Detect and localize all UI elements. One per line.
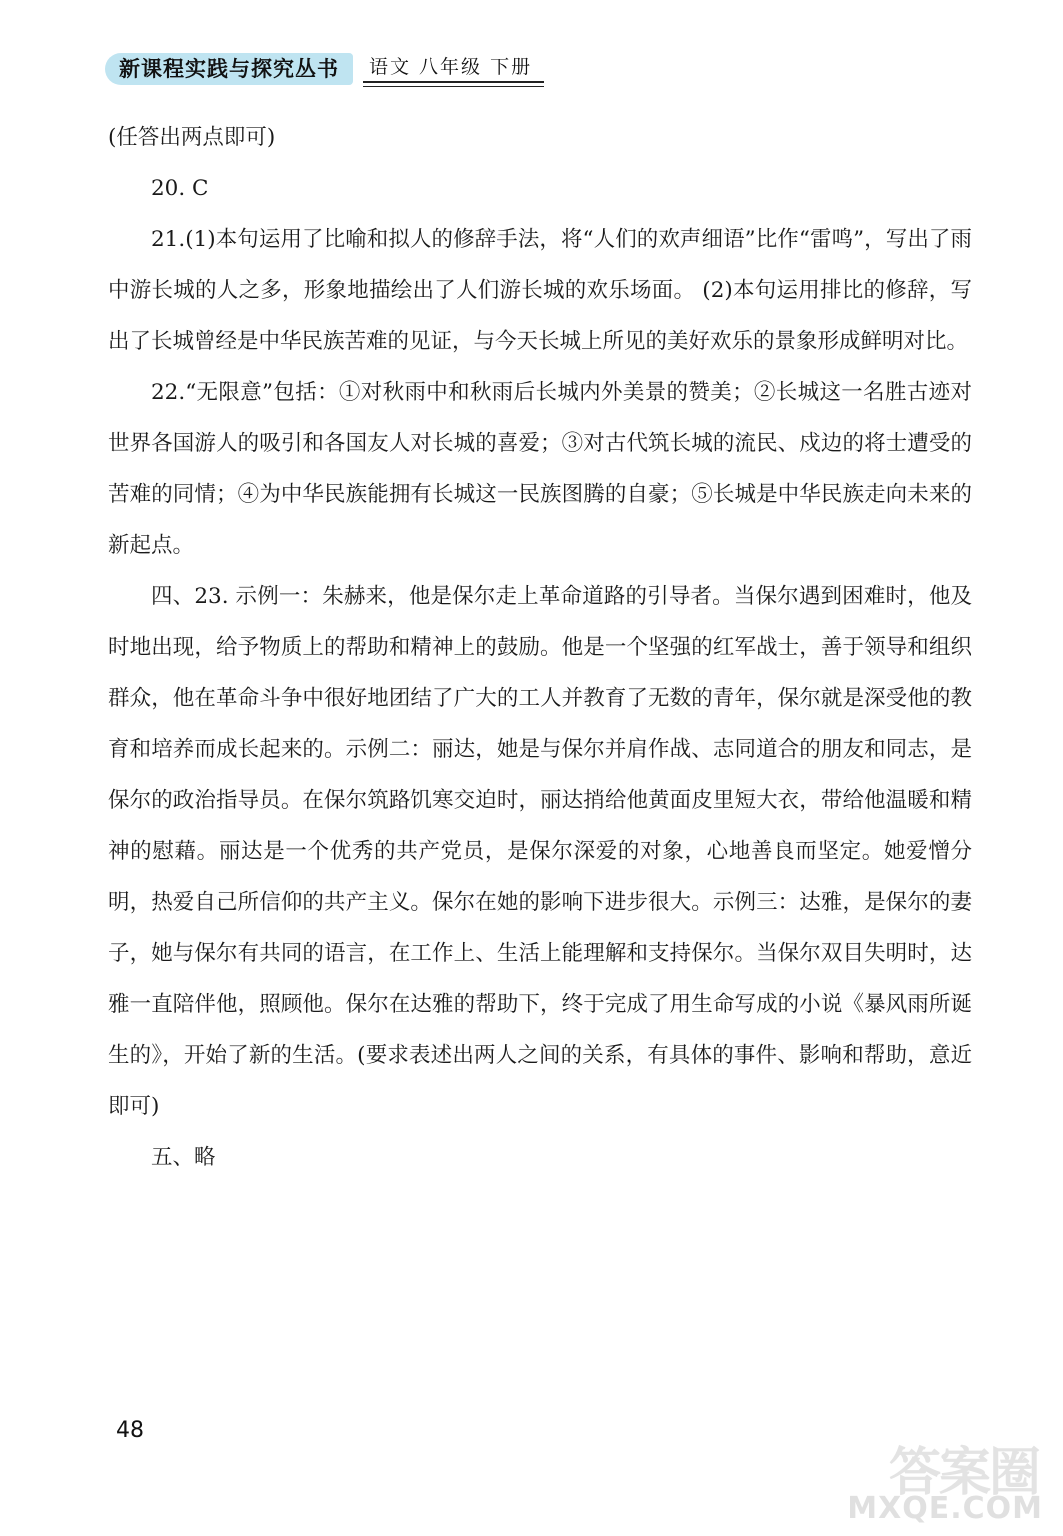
watermark-logo bbox=[847, 1430, 1049, 1526]
page-header bbox=[105, 52, 538, 86]
answer-20: 20. C bbox=[151, 176, 209, 201]
page-number: 48 bbox=[116, 1418, 144, 1443]
header-rule-thin bbox=[363, 86, 544, 87]
series-title-badge: 新课程实践与探究丛书 bbox=[105, 53, 353, 85]
answer-22: 22.“无限意”包括：①对秋雨中和秋雨后长城内外美景的赞美；②长城这一名胜古迹对世界各国游人的吸引和各国友人对长城的喜爱；③对古代筑长城的流民、戍边的将士遭受的苦难的同情；④为中华民族能拥有长城这一民族图腾的自豪；⑤长城是中华民族走向未来的新起点。 bbox=[108, 380, 972, 558]
subject-label bbox=[363, 53, 538, 85]
answer-23: 四、23. 示例一：朱赫来，他是保尔走上革命道路的引导者。当保尔遇到困难时，他及时地出现，给予物质上的帮助和精神上的鼓励。他是一个坚强的红军战士，善于领导和组织群众，他在革命斗争中很好地团结了广大的工人并教育了无数的青年，保尔就是深受他的教育和培养而成长起来的。示例二：丽达，她是与保尔并肩作战、志同道合的朋友和同志，是保尔的政治指导员。在保尔筑路饥寒交迫时，丽达捎给他黄面皮里短大衣，带给他温暖和精神的慰藉。丽达是一个优秀的共产党员，是保尔深爱的对象，心地善良而坚定。她爱憎分明，热爱自己所信仰的共产主义。保尔在她的影响下进步很大。示例三：达雅，是保尔的妻子，她与保尔有共同的语言，在工作上、生活上能理解和支持保尔。当保尔双目失明时，达雅一直陪伴他，照顾他。保尔在达雅的帮助下，终于完成了用生命写成的小说《暴风雨所诞生的》，开始了新的生活。(要求表述出两人之间的关系，有具体的事件、影响和帮助，意近即可) bbox=[108, 584, 972, 1119]
answer-content bbox=[108, 112, 972, 1183]
watermark-domain: MXQE.COM bbox=[847, 1491, 1043, 1526]
answer-21: 21.(1)本句运用了比喻和拟人的修辞手法，将“人们的欢声细语”比作“雷鸣”，写出了雨中游长城的人之多，形象地描绘出了人们游长城的欢乐场面。 (2)本句运用排比的修辞，写出了长城曾经是中华民族苦难的见证，与今天长城上所见的美好欢乐的景象形成鲜明对比。 bbox=[108, 227, 972, 354]
watermark-logo-text: 答案圈 bbox=[888, 1443, 1039, 1503]
answer-note: (任答出两点即可) bbox=[108, 125, 276, 150]
header-rule bbox=[363, 81, 544, 83]
answer-section-5: 五、略 bbox=[151, 1145, 216, 1170]
subject-text: 语文 八年级 下册 bbox=[369, 56, 533, 78]
